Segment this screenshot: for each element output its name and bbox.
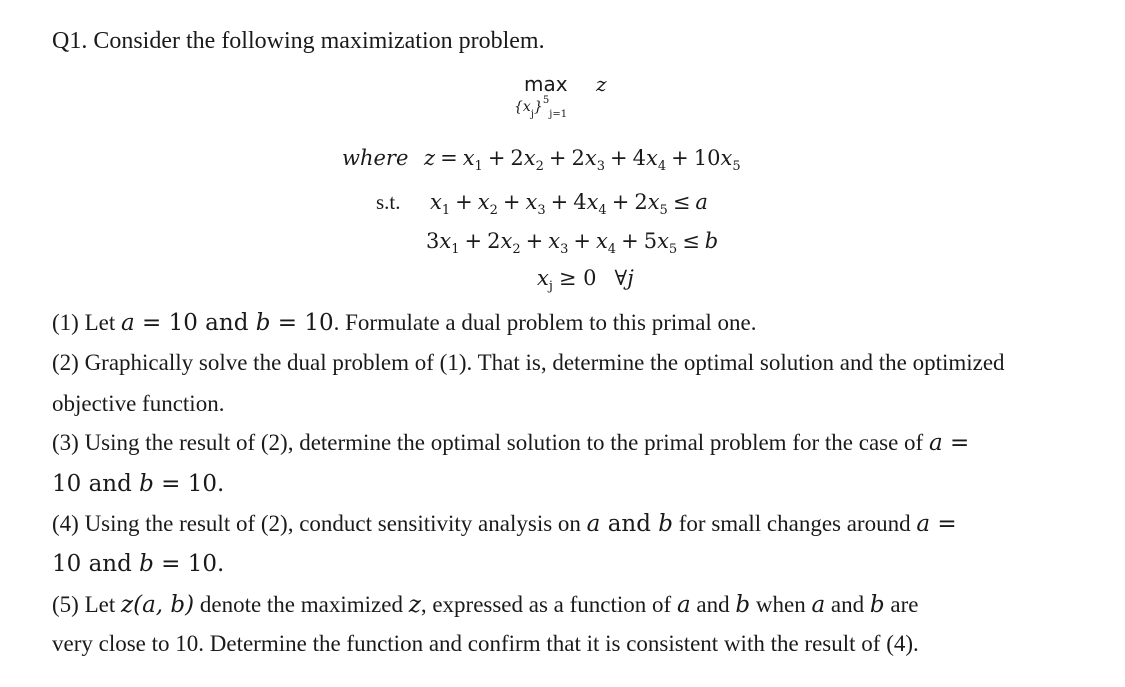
part-3-line-1: (3) Using the result of (2), determine the optimal solution to the primal problem for the case of a = bbox=[52, 430, 970, 456]
part-5-line-2: very close to 10. Determine the function and confirm that it is consistent with the result of (4). bbox=[52, 631, 919, 656]
part-4-line-1: (4) Using the result of (2), conduct sensitivity analysis on a and b for small changes around a = bbox=[52, 511, 957, 537]
part-2-line-1: (2) Graphically solve the dual problem of (1). That is, determine the optimal solution and the optimized bbox=[52, 350, 1005, 375]
part-4-line-2: 10 and b = 10. bbox=[52, 551, 225, 577]
constraint-1: $x_1 + x_2 + x_3 + 4x_4 + 2x_5 \le a$ bbox=[430, 190, 708, 218]
max-variable: z bbox=[596, 72, 607, 96]
question-title: Q1. Consider the following maximization problem. bbox=[52, 28, 545, 54]
part-1: (1) Let a = 10 and b = 10. Formulate a dual problem to this primal one. bbox=[52, 310, 757, 336]
part-3-line-2: 10 and b = 10. bbox=[52, 471, 225, 497]
constraint-2: $3x_1 + 2x_2 + x_3 + x_4 + 5x_5 \le b$ bbox=[426, 229, 719, 257]
where-label: where bbox=[342, 146, 409, 170]
objective-definition: $z = x_1 + 2x_2 + 2x_3 + 4x_4 + 10x_5$ bbox=[424, 146, 741, 174]
part-5-line-1: (5) Let z(a, b) denote the maximized z, expressed as a function of a and b when a and b are bbox=[52, 592, 919, 618]
constraint-nonnegativity: $x_j \ge 0$ ∀j bbox=[537, 266, 634, 294]
max-subscript: $\{x_j\}^5_{j=1}$ bbox=[514, 95, 568, 120]
part-2-line-2: objective function. bbox=[52, 391, 225, 416]
subject-to-label: s.t. bbox=[376, 190, 401, 214]
max-operator: max bbox=[524, 72, 568, 96]
